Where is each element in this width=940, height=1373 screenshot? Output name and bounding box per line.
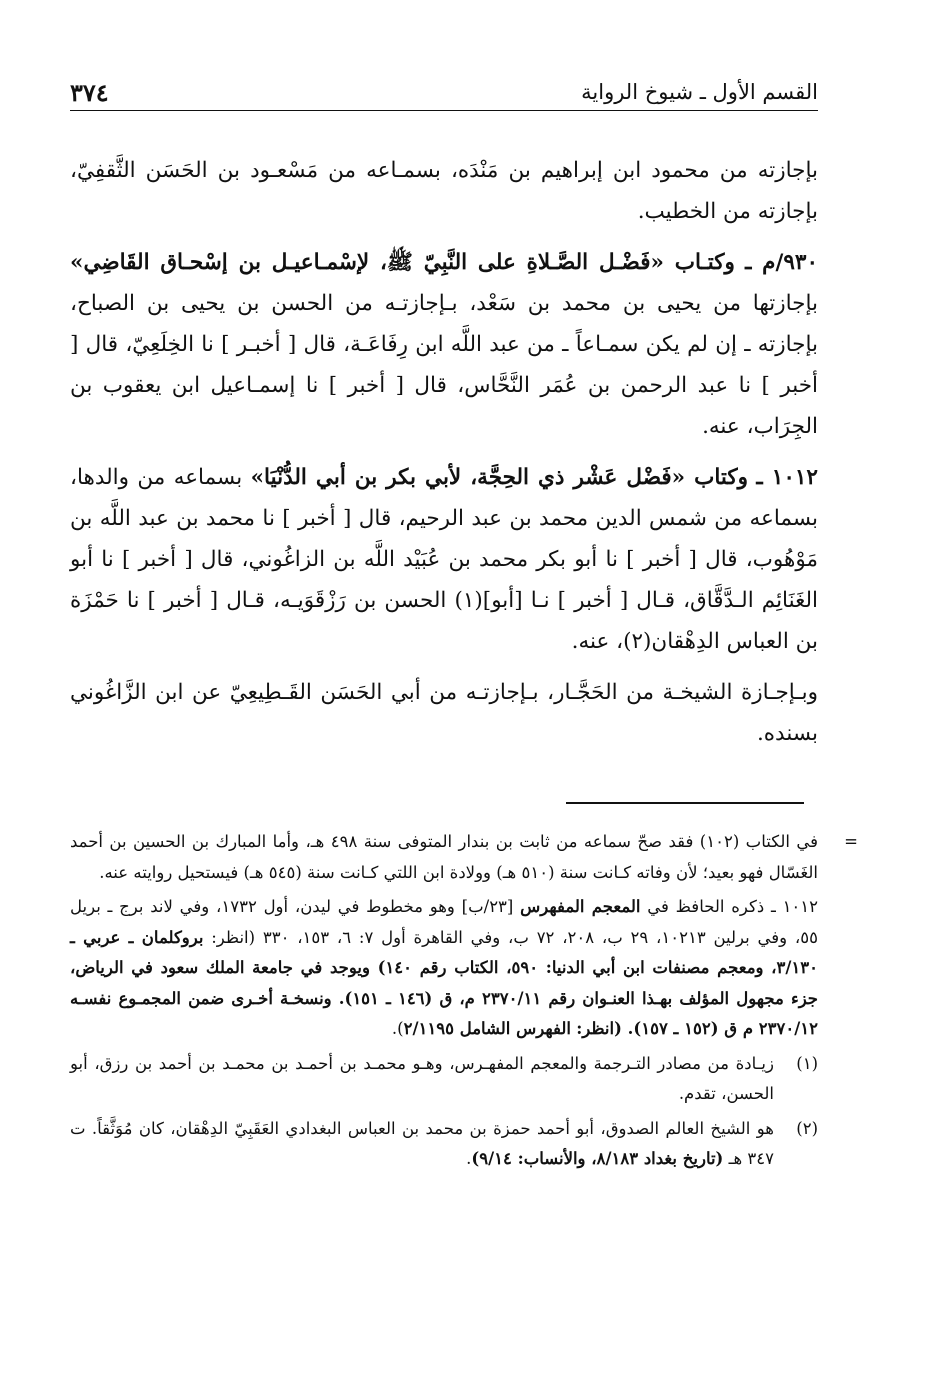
entry-text: بإجازتها من يحيى بن محمد بن سَعْد، بـإجازتـه من الحسن بن يحيى بن الصباح، بإجازته ـ إن لم يكن سمـاعاً ـ من عبد اللَّه ابن رِفَاعَـة، قال [ أخبـر ] نا الخِلَعِيّ، قال [ أخبر ] نا عبد الرحمن بن عُمَر النَّحَّاس، قال [ أخبر ] نا إسمـاعيل ابن يعقوب بن الجِرَاب، عنه. (70, 291, 818, 439)
footnote-divider (566, 802, 804, 804)
main-text (70, 150, 818, 764)
footnote-continued (70, 827, 858, 888)
running-header (70, 78, 818, 111)
reference-title: المعجم المفهرس (520, 897, 641, 916)
footnote-text: ذكره الحافظ في (647, 897, 765, 916)
book-title: وكتاب «فَضْل عَشْر ذي الحِجَّة، لأبي بكر بن أبي الدُّنْيَا» (250, 465, 749, 490)
footnote-number: (١) (796, 1053, 818, 1073)
reference-title: الفهرس الشامل ٢/١١٩٥ (403, 1019, 571, 1038)
paragraph-continuation: بإجازته من محمود ابن إبراهيم بن مَنْدَه، بسمـاعه من مَسْعـود بن الحَسَن الثَّقفِيّ، بإجازته من الخطيب. (70, 158, 818, 224)
entry-number: ١٠١٢ ـ (756, 465, 818, 490)
footnote-text: هو الشيخ العالم الصدوق، أبو أحمد حمزة بن محمد بن العباس البغدادي العَقَبِيّ الدِهْقان، كان مُوَثَّقاً. ت ٣٤٧ هـ (70, 1118, 774, 1168)
footnote-1 (70, 1049, 818, 1110)
footnote-number: (٢) (796, 1118, 818, 1138)
footnote-number: ١٠١٢ ـ (770, 897, 819, 916)
footnote-text: . (466, 1149, 472, 1168)
entry-1012 (70, 457, 818, 662)
footnote-2 (70, 1114, 818, 1175)
entry-930 (70, 242, 818, 447)
reference-title: ، ومعجم مصنفات ابن أبي الدنيا: ٥٩٠، الكتاب رقم ١٤٠) ويوجد في جامعة الملك سعود في الرياض، جزء مجهول المؤلف بهـذا العنـوان رقم ٢٣٧٠/١١ م، ق (١٤٦ ـ ١٥١). ونسخـة أخـرى ضمن المجمـوع نفسـه ٢٣٧٠/١٢ م ق (١٥٢ ـ ١٥٧). (انظر: (70, 958, 819, 1038)
entry-number: ٩٣٠/م ـ (745, 250, 818, 275)
book-title: وكتـاب «فَضْـل الصَّـلاةِ على النَّبِيّ ﷺ، لإسْمـاعيـل بن إسْحـاق القَاضِي» (70, 250, 735, 275)
reference-title: بروكلمان ـ عربي ـ ٣/١٣٠ (70, 927, 818, 977)
footnote-text: زيـادة من مصادر التـرجمة والمعجم المفهـرس، وهـو محمـد بن أحمـد بن محمـد بن أحمد بن رزق، أبو الحسن، تقدم. (70, 1053, 774, 1103)
section-title: القسم الأول ـ شيوخ الرواية (581, 80, 818, 104)
footnote-1012 (70, 892, 818, 1045)
footnote-text: ). (391, 1019, 404, 1038)
paragraph-ijaza: وبـإجـازة الشيخـة من الحَجَّـار، بـإجازتـه من أبي الحَسَن القَـطِيعِيّ عن ابن الزَّاغُوني بسنده. (70, 680, 818, 746)
continuation-mark: = (844, 832, 858, 851)
footnotes (70, 827, 858, 1179)
footnote-text: في الكتاب (١٠٢) فقد صحّ سماعه من ثابت بن بندار المتوفى سنة ٤٩٨ هـ، وأما المبارك بن الحسين بن أحمد الغَسّال فهو بعيد؛ لأن وفاته كـانت سنة (٥١٠ هـ) وولادة ابن اللتي كـانت سنة (٥٤٥ هـ) فيستحيل روايته عنه. (70, 832, 818, 882)
reference-title: (تاريخ بغداد ٨/١٨٣، والأنساب: ٩/١٤) (471, 1149, 724, 1168)
entry-text: بسماعه من والدها، بسماعه من شمس الدين محمد بن عبد الرحيم، قال [ أخبر ] نا محمد بن عبد اللَّه بن مَوْهُوب، قال [ أخبر ] نا أبو بكر محمد بن عُبَيْد اللَّه بن الزاغُوني، قال [ أخبر ] نا أبو الغَنَائِم الـدَّقَّاق، قـال [ أخبر ] نـا [أبو](١) الحسن بن رَزْقَوَيـه، قـال [ أخبر ] نا حَمْزَة بن العباس الدِهْقان(٢)، عنه. (70, 465, 818, 654)
page-number: ٣٧٤ (70, 78, 109, 107)
footnote-text: [٢٣/ب] وهو مخطوط في ليدن، أول ١٧٣٢، وفي لاند برج ـ بريل ٥٥، وفي برلين ١٠٢١٣، ٢٩ ب، ٢٠٨، ٧٢ ب، وفي القاهرة أول ٧: ٦، ١٥٣، ٣٣٠ (انظر: (70, 897, 818, 947)
